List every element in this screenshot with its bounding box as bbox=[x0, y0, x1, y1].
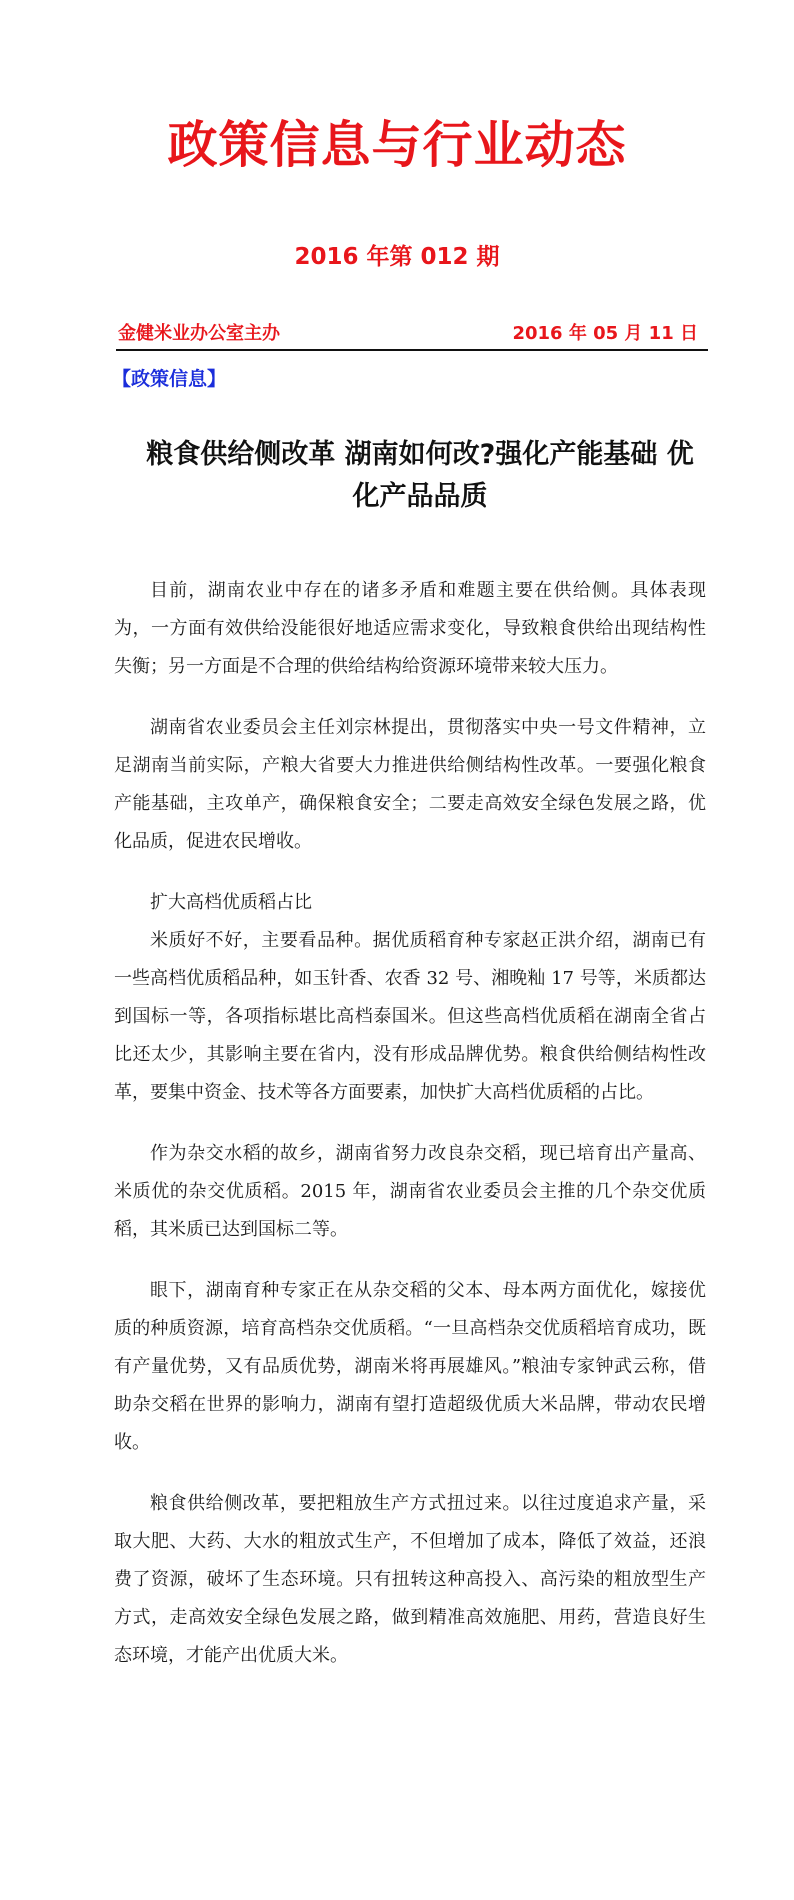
paragraph: 目前，湖南农业中存在的诸多矛盾和难题主要在供给侧。具体表现为，一方面有效供给没能很好地适应需求变化，导致粮食供给出现结构性失衡；另一方面是不合理的供给结构给资源环境带来较大压力。 bbox=[114, 580, 706, 677]
sponsor-line: 金健米业办公室主办 bbox=[118, 323, 280, 344]
paragraph: 米质好不好，主要看品种。据优质稻育种专家赵正洪介绍，湖南已有一些高档优质稻品种，如玉针香、农香 32 号、湘晚籼 17 号等，米质都达到国标一等，各项指标堪比高档泰国米。但这些高档优质稻在湖南全省占比还太少，其影响主要在省内，没有形成品牌优势。粮食供给侧结构性改革，要集中资金、技术等各方面要素，加快扩大高档优质稻的占比。 bbox=[114, 930, 706, 1103]
article-body bbox=[114, 572, 706, 1698]
header-divider bbox=[116, 349, 708, 351]
paragraph: 湖南省农业委员会主任刘宗林提出，贯彻落实中央一号文件精神，立足湖南当前实际，产粮大省要大力推进供给侧结构性改革。一要强化粮食产能基础，主攻单产，确保粮食安全；二要走高效安全绿色发展之路，优化品质，促进农民增收。 bbox=[114, 717, 706, 852]
issue-date: 2016 年 05 月 11 日 bbox=[512, 323, 698, 344]
section-label: 【政策信息】 bbox=[112, 368, 227, 390]
issue-number: 2016 年第 012 期 bbox=[294, 244, 500, 270]
paragraph: 粮食供给侧改革，要把粗放生产方式扭过来。以往过度追求产量，采取大肥、大药、大水的粗放式生产，不但增加了成本，降低了效益，还浪费了资源，破坏了生态环境。只有扭转这种高投入、高污染的粗放型生产方式，走高效安全绿色发展之路，做到精准高效施肥、用药，营造良好生态环境，才能产出优质大米。 bbox=[114, 1493, 706, 1666]
article-title: 粮食供给侧改革 湖南如何改?强化产能基础 优化产品品质 bbox=[146, 439, 694, 512]
newsletter-title: 政策信息与行业动态 bbox=[167, 116, 627, 174]
paragraph: 作为杂交水稻的故乡，湖南省努力改良杂交稻，现已培育出产量高、米质优的杂交优质稻。2015 年，湖南省农业委员会主推的几个杂交优质稻，其米质已达到国标二等。 bbox=[114, 1143, 706, 1240]
paragraph: 眼下，湖南育种专家正在从杂交稻的父本、母本两方面优化，嫁接优质的种质资源，培育高档杂交优质稻。“一旦高档杂交优质稻培育成功，既有产量优势，又有品质优势，湖南米将再展雄风。”粮油专家钟武云称，借助杂交稻在世界的影响力，湖南有望打造超级优质大米品牌，带动农民增收。 bbox=[114, 1280, 706, 1453]
subheading: 扩大高档优质稻占比 bbox=[150, 892, 312, 913]
